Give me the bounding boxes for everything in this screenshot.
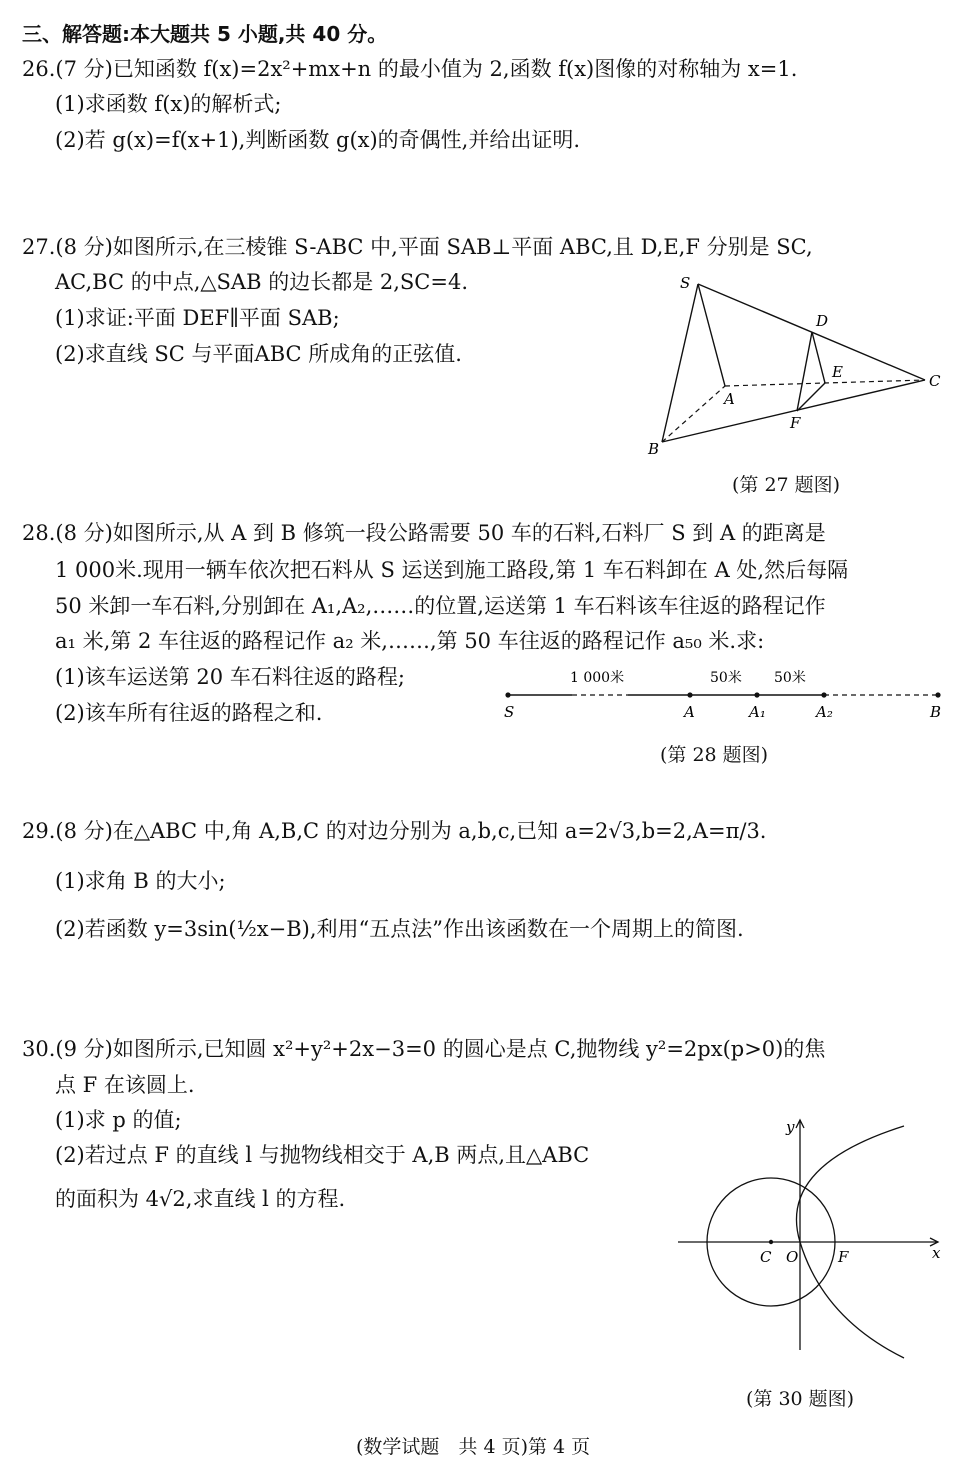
q27-figure-caption: (第 27 题图) (732, 474, 841, 496)
q27-pyramid-figure (640, 270, 960, 470)
q27-label-f: F (790, 414, 801, 432)
q26-stem: 26.(7 分)已知函数 f(x)=2x²+mx+n 的最小值为 2,函数 f(x)图像的对称轴为 x=1. (22, 57, 798, 81)
q27-label-c: C (929, 372, 941, 390)
q30-part1: (1)求 p 的值; (55, 1108, 182, 1132)
q27-label-b: B (648, 440, 660, 458)
q30-stem-line2: 点 F 在该圆上. (55, 1073, 195, 1097)
q28-point-b: B (930, 703, 942, 721)
q28-stem-line4: a₁ 米,第 2 车往返的路程记作 a₂ 米,……,第 50 车往返的路程记作 a₅₀ 米.求: (55, 629, 765, 653)
q27-label-d: D (816, 312, 829, 330)
q28-point-a1: A₁ (749, 703, 766, 721)
q28-point-a: A (684, 703, 695, 721)
q30-stem-line1: 30.(9 分)如图所示,已知圆 x²+y²+2x−3=0 的圆心是点 C,抛物线 y²=2px(p>0)的焦 (22, 1037, 826, 1061)
q28-part2: (2)该车所有往返的路程之和. (55, 701, 323, 725)
q28-distance-s-to-a: 1 000米 (570, 670, 625, 686)
q26-part2: (2)若 g(x)=f(x+1),判断函数 g(x)的奇偶性,并给出证明. (55, 128, 581, 152)
q28-road-figure (500, 662, 950, 722)
q28-stem-line2: 1 000米.现用一辆车依次把石料从 S 运送到施工路段,第 1 车石料卸在 A 处,然后每隔 (55, 558, 849, 582)
q27-label-a: A (724, 390, 735, 408)
q28-part1: (1)该车运送第 20 车石料往返的路程; (55, 665, 405, 689)
q26-part1: (1)求函数 f(x)的解析式; (55, 92, 282, 116)
q30-label-f: F (838, 1248, 849, 1266)
q30-circle-parabola-figure (676, 1112, 952, 1362)
q28-distance-a1-to-a2: 50米 (774, 670, 806, 686)
q30-part2-line1: (2)若过点 F 的直线 l 与抛物线相交于 A,B 两点,且△ABC (55, 1143, 590, 1167)
q29-part2: (2)若函数 y=3sin(½x−B),利用“五点法”作出该函数在一个周期上的简图. (55, 917, 744, 941)
q28-point-a2: A₂ (816, 703, 833, 721)
page-footer: (数学试题 共 4 页)第 4 页 (356, 1436, 591, 1458)
q30-label-y: y (786, 1118, 795, 1136)
q28-distance-a-to-a1: 50米 (710, 670, 742, 686)
q30-label-c: C (760, 1248, 772, 1266)
q29-stem: 29.(8 分)在△ABC 中,角 A,B,C 的对边分别为 a,b,c,已知 a=2√3,b=2,A=π/3. (22, 819, 767, 843)
q27-part2: (2)求直线 SC 与平面ABC 所成角的正弦值. (55, 342, 462, 366)
q27-stem-line2: AC,BC 的中点,△SAB 的边长都是 2,SC=4. (55, 270, 469, 294)
q27-label-s: S (680, 274, 691, 292)
q28-point-s: S (504, 703, 515, 721)
q30-label-x: x (932, 1244, 941, 1262)
q27-stem-line1: 27.(8 分)如图所示,在三棱锥 S-ABC 中,平面 SAB⊥平面 ABC,且 D,E,F 分别是 SC, (22, 235, 813, 259)
q30-label-o: O (786, 1248, 799, 1266)
section-header: 三、解答题:本大题共 5 小题,共 40 分。 (22, 22, 388, 46)
q27-part1: (1)求证:平面 DEF∥平面 SAB; (55, 306, 340, 330)
q30-part2-line2: 的面积为 4√2,求直线 l 的方程. (55, 1187, 346, 1211)
q30-figure-caption: (第 30 题图) (746, 1388, 855, 1410)
q28-figure-caption: (第 28 题图) (660, 744, 769, 766)
q29-part1: (1)求角 B 的大小; (55, 869, 226, 893)
q28-stem-line1: 28.(8 分)如图所示,从 A 到 B 修筑一段公路需要 50 车的石料,石料厂 S 到 A 的距离是 (22, 521, 826, 545)
q28-stem-line3: 50 米卸一车石料,分别卸在 A₁,A₂,……的位置,运送第 1 车石料该车往返的路程记作 (55, 594, 826, 618)
q27-label-e: E (832, 363, 843, 381)
